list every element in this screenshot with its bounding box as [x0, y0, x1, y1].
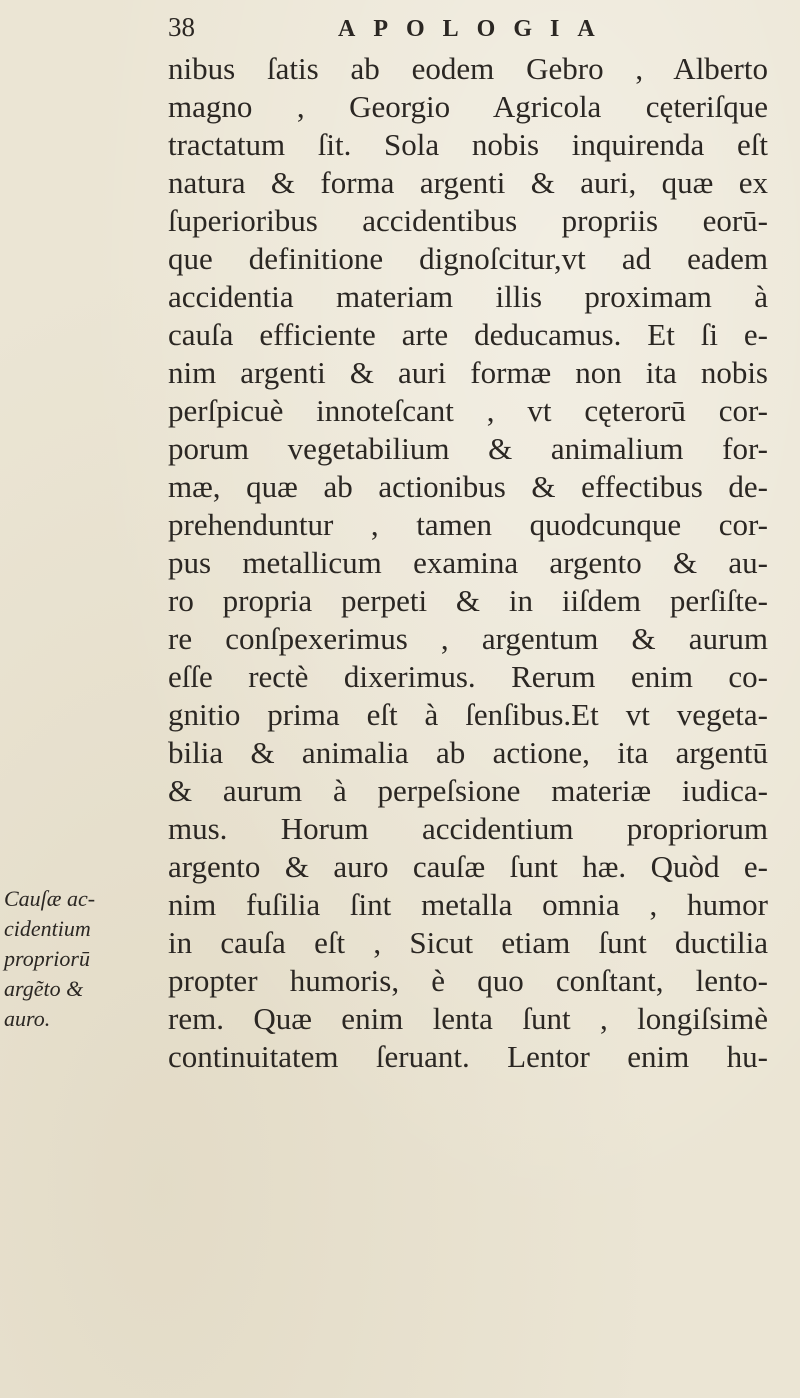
text-line: re conſpexerimus , argentum & aurum	[168, 621, 768, 656]
text-line: mæ, quæ ab actionibus & effectibus de-	[168, 469, 768, 504]
text-line: ro propria perpeti & in iiſdem perſiſte-	[168, 583, 768, 618]
text-line: nibus ſatis ab eodem Gebro , Alberto	[168, 51, 768, 86]
text-line: cauſa efficiente arte deducamus. Et ſi e-	[168, 317, 768, 352]
text-line: porum vegetabilium & animalium for-	[168, 431, 768, 466]
text-line: natura & forma argenti & auri, quæ ex	[168, 165, 768, 200]
text-line: ſuperioribus accidentibus propriis eorū-	[168, 203, 768, 238]
marginal-line: propriorū	[4, 946, 90, 971]
text-line: eſſe rectè dixerimus. Rerum enim co-	[168, 659, 768, 694]
text-line: in cauſa eſt , Sicut etiam ſunt ductilia	[168, 925, 768, 960]
marginal-line: auro.	[4, 1006, 51, 1031]
text-line: magno , Georgio Agricola cęteriſque	[168, 89, 768, 124]
text-line: que definitione dignoſcitur,vt ad eadem	[168, 241, 768, 276]
text-line: rem. Quæ enim lenta ſunt , longiſsimè	[168, 1001, 768, 1036]
text-line: mus. Horum accidentium propriorum	[168, 811, 768, 846]
text-line: nim argenti & auri formæ non ita nobis	[168, 355, 768, 390]
text-line: tractatum ſit. Sola nobis inquirenda eſt	[168, 127, 768, 162]
text-line: bilia & animalia ab actione, ita argentū	[168, 735, 768, 770]
marginal-line: Cauſæ ac-	[4, 886, 96, 911]
text-line: gnitio prima eſt à ſenſibus.Et vt vegeta-	[168, 697, 768, 732]
text-line: argento & auro cauſæ ſunt hæ. Quòd e-	[168, 849, 768, 884]
page-number: 38	[168, 12, 195, 42]
running-title: APOLOGIA	[338, 16, 613, 42]
marginal-line: cidentium	[4, 916, 91, 941]
text-line: propter humoris, è quo conſtant, lento-	[168, 963, 768, 998]
text-line: continuitatem ſeruant. Lentor enim hu-	[168, 1039, 768, 1074]
text-line: perſpicuè innoteſcant , vt cęterorū cor-	[168, 393, 768, 428]
text-line: & aurum à perpeſsione materiæ iudica-	[168, 773, 768, 808]
text-line: pus metallicum examina argento & au-	[168, 545, 768, 580]
text-line: prehenduntur , tamen quodcunque cor-	[168, 507, 768, 542]
text-line: nim fuſilia ſint metalla omnia , humor	[168, 887, 768, 922]
page-header	[168, 12, 768, 52]
marginal-line: argẽto &	[4, 976, 84, 1001]
text-line: accidentia materiam illis proximam à	[168, 279, 768, 314]
marginal-note	[4, 884, 169, 1034]
body-text	[168, 50, 768, 1076]
